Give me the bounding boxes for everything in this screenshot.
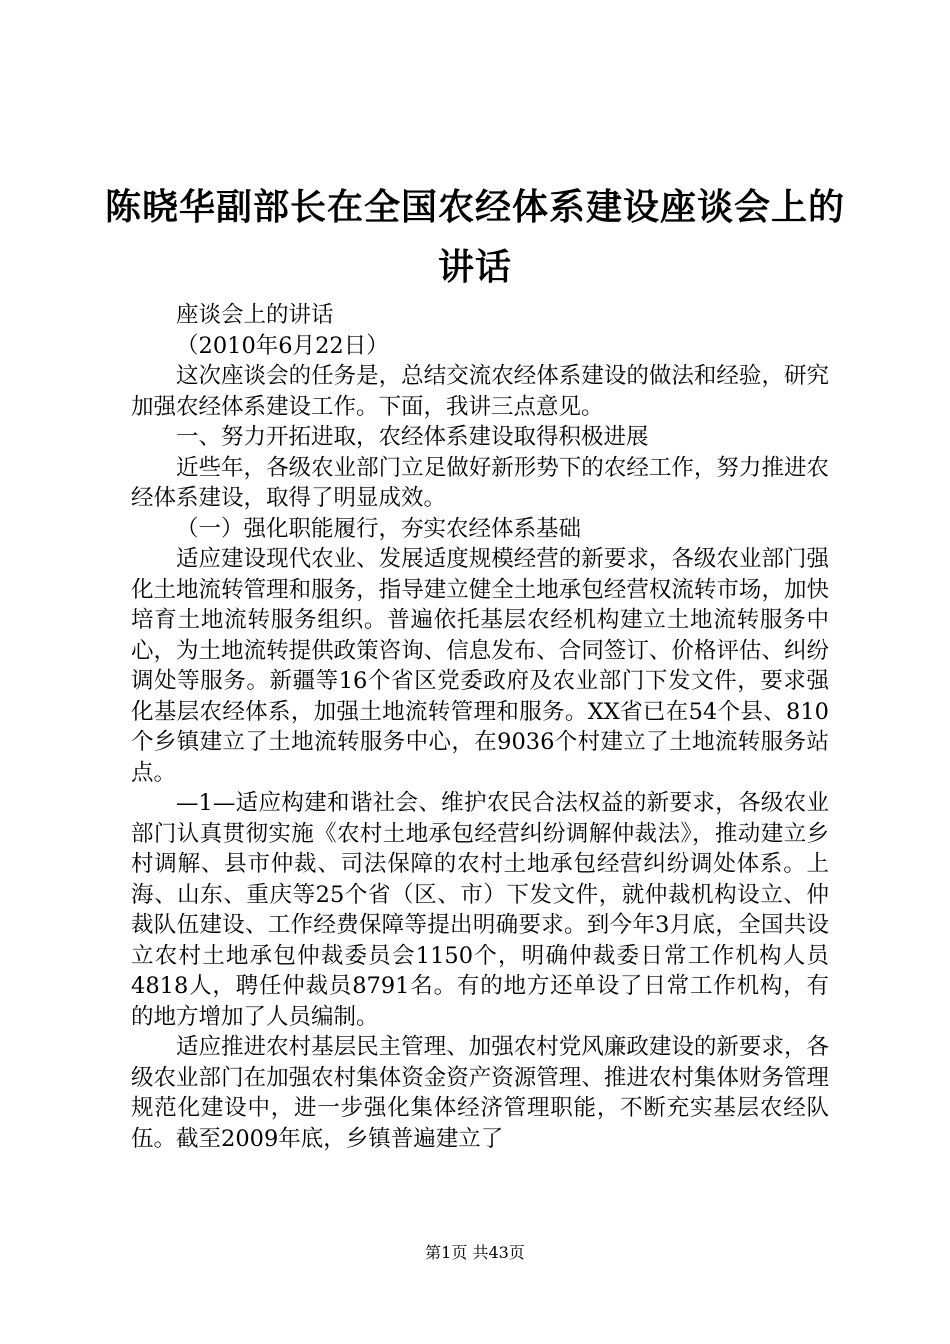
paragraph: 近些年，各级农业部门立足做好新形势下的农经工作，努力推进农经体系建设，取得了明显成效。 [131, 454, 829, 511]
page-number-footer: 第1页 共43页 [425, 1243, 525, 1262]
paragraph: 适应推进农村基层民主管理、加强农村党风廉政建设的新要求，各级农业部门在加强农村集体资金资产资源管理、推进农村集体财务管理规范化建设中，进一步强化集体经济管理职能，不断充实基层农经队伍。截至2009年底，乡镇普遍建立了 [131, 1034, 829, 1152]
subsection-heading: （一）强化职能履行，夯实农经体系基础 [176, 515, 582, 542]
paragraph: 适应建设现代农业、发展适度规模经营的新要求，各级农业部门强化土地流转管理和服务，指导建立健全土地承包经营权流转市场，加快培育土地流转服务组织。普遍依托基层农经机构建立土地流转服务中心，为土地流转提供政策咨询、信息发布、合同签订、价格评估、纠纷调处等服务。新疆等16个省区党委政府及农业部门下发文件，要求强化基层农经体系，加强土地流转管理和服务。XX省已在54个县、810个乡镇建立了土地流转服务中心，在9036个村建立了土地流转服务站点。 [131, 546, 829, 786]
document-body [131, 300, 829, 1154]
paragraph-date: （2010年6月22日） [176, 332, 389, 359]
paragraph: —1—适应构建和谐社会、维护农民合法权益的新要求，各级农业部门认真贯彻实施《农村土地承包经营纠纷调解仲裁法》，推动建立乡村调解、县市仲裁、司法保障的农村土地承包经营纠纷调处体系。上海、山东、重庆等25个省（区、市）下发文件，就仲裁机构设立、仲裁队伍建设、工作经费保障等提出明确要求。到今年3月底，全国共设立农村土地承包仲裁委员会1150个，明确仲裁委日常工作机构人员4818人，聘任仲裁员8791名。有的地方还单设了日常工作机构，有的地方增加了人员编制。 [131, 790, 829, 1030]
document-title: 陈晓华副部长在全国农经体系建设座谈会上的讲话 [104, 187, 845, 288]
paragraph-subtitle: 座谈会上的讲话 [176, 302, 334, 328]
paragraph: 这次座谈会的任务是，总结交流农经体系建设的做法和经验，研究加强农经体系建设工作。下面，我讲三点意见。 [131, 363, 829, 420]
section-heading: 一、努力开拓进取，农经体系建设取得积极进展 [176, 424, 649, 450]
